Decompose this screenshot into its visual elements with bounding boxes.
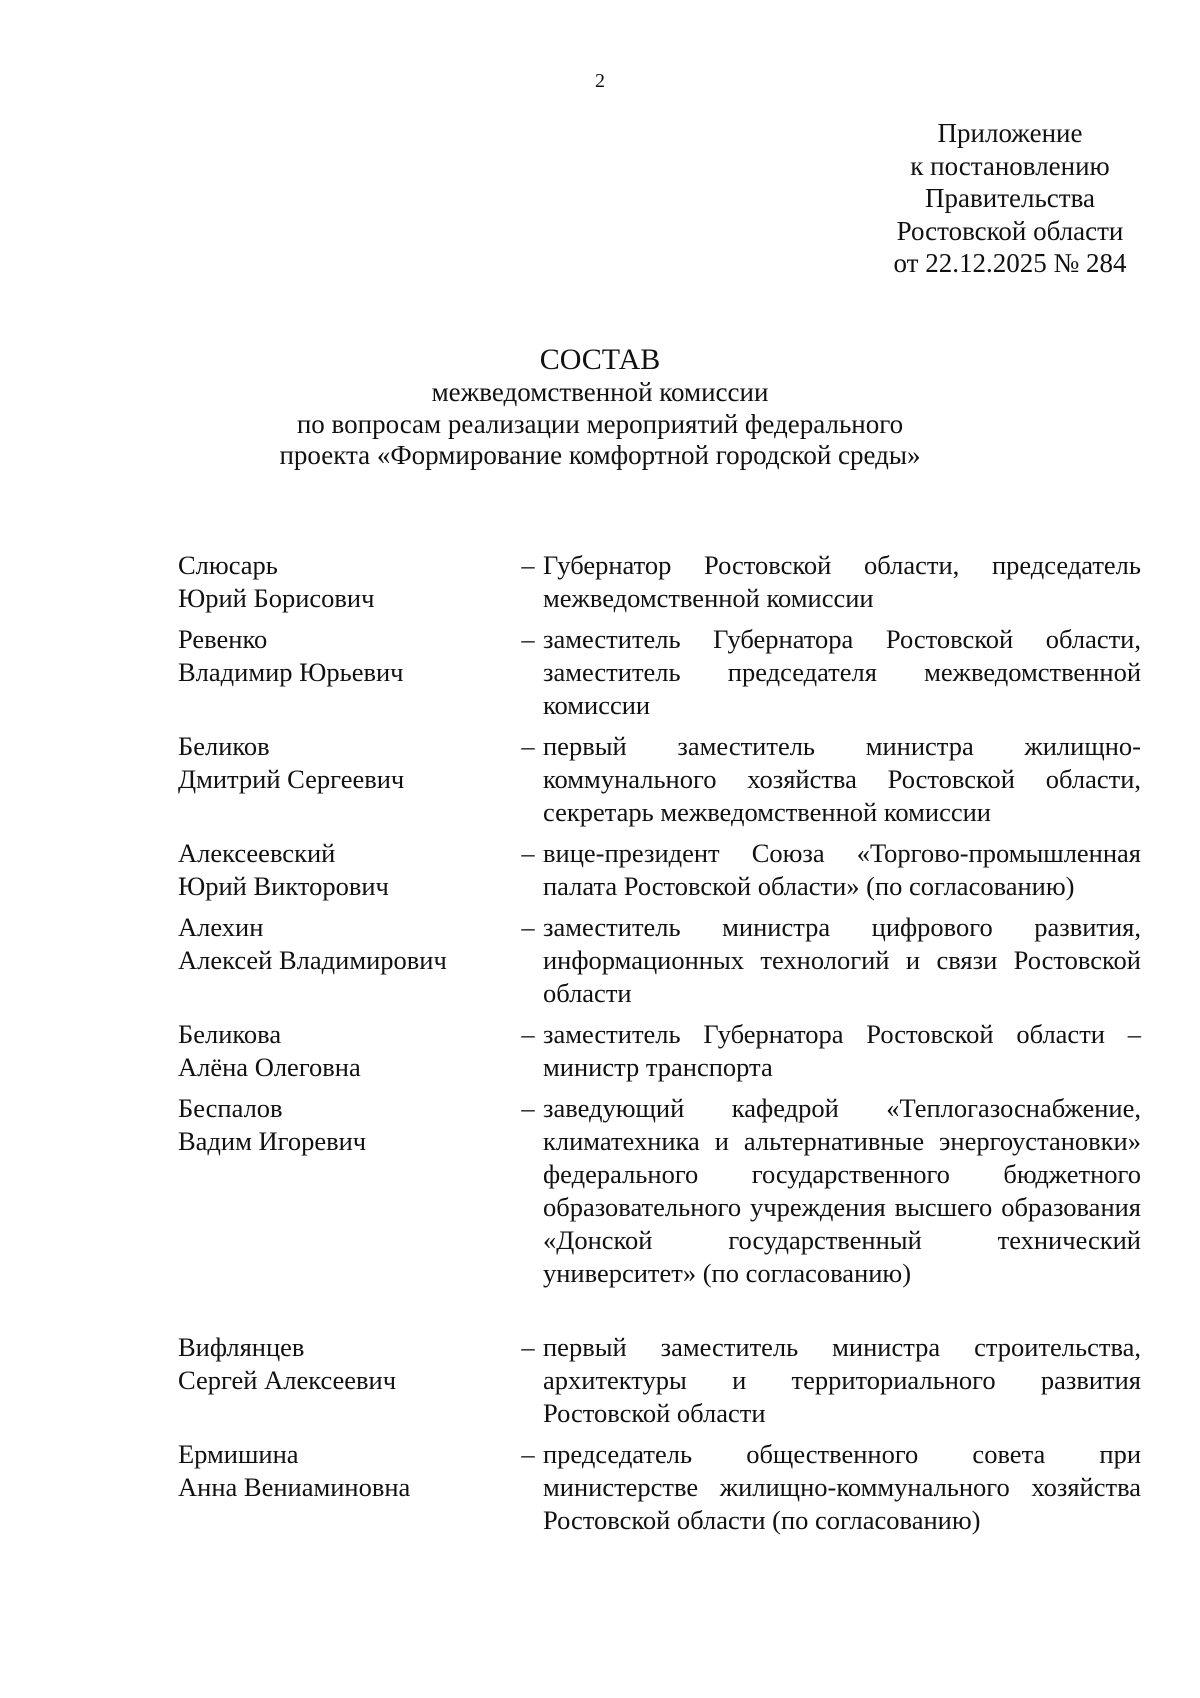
dash-separator: – [521, 1019, 535, 1049]
member-role: вице-президент Союза «Торгово-промышленная палата Ростовской области» (по согласованию) [543, 838, 1141, 901]
members-list [178, 549, 1141, 1545]
member-name [178, 837, 508, 903]
member-given-names: Юрий Борисович [178, 583, 375, 613]
member-given-names: Вадим Игоревич [178, 1126, 367, 1156]
member-given-names: Юрий Викторович [178, 871, 389, 901]
page-number: 2 [595, 70, 605, 92]
member-given-names: Владимир Юрьевич [178, 657, 404, 687]
member-role: заведующий кафедрой «Теплогазоснабжение, климатехника и альтернативные энергоустановки» федерального государственного бюджетного образовательного учреждения высшего образования «Донской государственный технический университет» (по согласованию) [543, 1093, 1141, 1288]
title-line: межведомственной комиссии [431, 377, 769, 407]
title-line: проекта «Формирование комфортной городской среды» [279, 440, 921, 470]
member-name [178, 1438, 508, 1504]
member-entry [178, 1018, 1141, 1084]
member-surname: Ермишина [178, 1439, 299, 1469]
member-entry [178, 1331, 1141, 1430]
title-heading: СОСТАВ [539, 343, 661, 376]
member-surname: Алехин [178, 912, 264, 942]
member-name [178, 1092, 508, 1158]
member-surname: Вифлянцев [178, 1332, 305, 1362]
member-entry [178, 1092, 1141, 1323]
member-given-names: Сергей Алексеевич [178, 1365, 397, 1395]
document-title [0, 343, 1200, 472]
member-role: заместитель министра цифрового развития, информационных технологий и связи Ростовской области [543, 912, 1141, 1008]
member-given-names: Алёна Олеговна [178, 1052, 361, 1082]
member-given-names: Алексей Владимирович [178, 945, 447, 975]
member-surname: Слюсарь [178, 550, 278, 580]
member-surname: Алексеевский [178, 838, 336, 868]
member-given-names: Дмитрий Сергеевич [178, 764, 405, 794]
member-role: заместитель Губернатора Ростовской области, заместитель председателя межведомственной комиссии [543, 624, 1141, 720]
member-entry [178, 730, 1141, 829]
member-entry [178, 837, 1141, 903]
appendix-line: от 22.12.2025 № 284 [893, 248, 1127, 278]
member-name [178, 1331, 508, 1397]
dash-separator: – [521, 1332, 535, 1362]
dash-separator: – [521, 550, 535, 580]
member-surname: Ревенко [178, 624, 268, 654]
member-name [178, 1018, 508, 1084]
appendix-line: Приложение [937, 118, 1083, 148]
member-surname: Беликов [178, 731, 270, 761]
member-name [178, 911, 508, 977]
member-role: заместитель Губернатора Ростовской области – министр транспорта [543, 1019, 1141, 1082]
appendix-line: к постановлению [910, 150, 1110, 181]
member-role: первый заместитель министра жилищно-коммунального хозяйства Ростовской области, секретарь межведомственной комиссии [543, 731, 1141, 827]
title-line: по вопросам реализации мероприятий федерального [296, 408, 904, 439]
member-surname: Беликова [178, 1019, 282, 1049]
member-entry [178, 911, 1141, 1010]
dash-separator: – [521, 912, 535, 942]
member-given-names: Анна Вениаминовна [178, 1472, 411, 1502]
dash-separator: – [521, 838, 535, 868]
member-role: первый заместитель министра строительства, архитектуры и территориального развития Ростовской области [543, 1332, 1141, 1428]
member-name [178, 623, 508, 689]
member-role: председатель общественного совета при министерстве жилищно-коммунального хозяйства Ростовской области (по согласованию) [543, 1439, 1141, 1535]
appendix-block [760, 117, 1200, 280]
member-entry [178, 549, 1141, 615]
member-entry [178, 623, 1141, 722]
appendix-line: Ростовской области [896, 215, 1124, 246]
appendix-line: Правительства [925, 183, 1095, 213]
dash-separator: – [521, 624, 535, 654]
dash-separator: – [521, 731, 535, 761]
member-name [178, 549, 508, 615]
member-surname: Беспалов [178, 1093, 283, 1123]
member-entry [178, 1438, 1141, 1537]
dash-separator: – [521, 1439, 535, 1469]
member-name [178, 730, 508, 796]
dash-separator: – [521, 1093, 535, 1123]
member-role: Губернатор Ростовской области, председатель межведомственной комиссии [543, 550, 1141, 613]
